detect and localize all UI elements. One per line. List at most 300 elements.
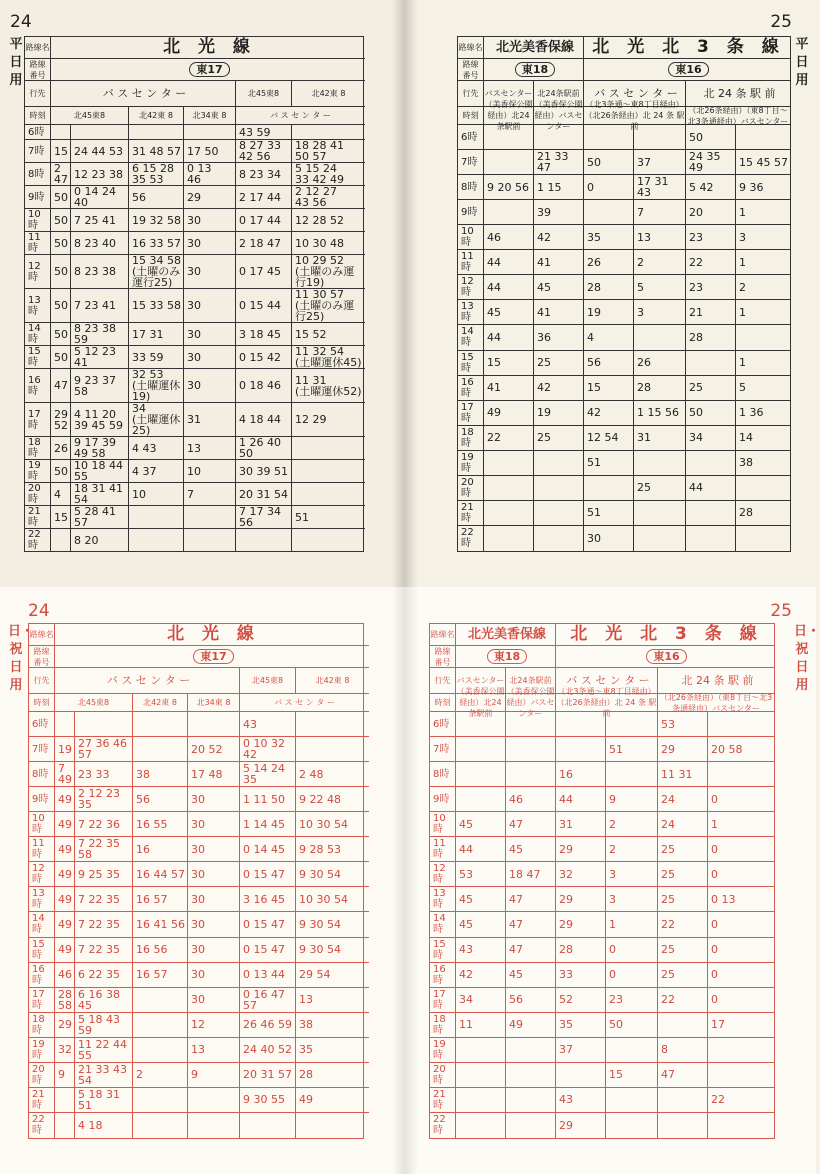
minutes-cell: 49 — [55, 837, 75, 862]
minutes-cell — [606, 1088, 658, 1113]
destination-kita24-a: 北24条駅前 — [506, 668, 556, 694]
minutes-cell: 20 31 57 — [240, 1063, 296, 1088]
minutes-cell: 2 47 — [51, 163, 71, 186]
minutes-cell: 37 — [634, 150, 686, 175]
minutes-cell: 32 — [55, 1038, 75, 1063]
route-name-label: 路線名 — [430, 624, 456, 646]
minutes-cell: 4 11 20 39 45 59 — [71, 403, 129, 437]
minutes-cell: 29 — [184, 186, 236, 209]
minutes-cell: 8 20 — [71, 529, 129, 551]
minutes-cell: 28 — [634, 376, 686, 401]
destination-bus-center-a: バスセンター — [484, 81, 534, 107]
minutes-cell — [484, 526, 534, 551]
minutes-cell: 4 18 — [75, 1113, 133, 1138]
minutes-cell: 50 — [686, 401, 736, 426]
minutes-cell: 39 — [534, 200, 584, 225]
via-b1: （北3条通～東8丁目経由）（北26条経由）北 24 条 駅 前 — [584, 100, 685, 131]
minutes-cell: 9 17 39 49 58 — [71, 437, 129, 460]
minutes-cell: 22 — [658, 988, 708, 1013]
hour-cell: 7時 — [29, 737, 55, 762]
minutes-cell: 29 — [658, 737, 708, 762]
destination-kita42: 北42東 8 — [292, 81, 365, 107]
minutes-cell: 51 — [292, 506, 365, 529]
minutes-cell: 0 — [606, 938, 658, 963]
minutes-cell: 20 58 — [708, 737, 774, 762]
hour-cell: 22時 — [458, 526, 484, 551]
minutes-cell: 7 22 35 — [75, 938, 133, 963]
book-gutter — [392, 0, 418, 587]
minutes-cell: 9 — [55, 1063, 75, 1088]
minutes-cell: 31 — [184, 403, 236, 437]
minutes-cell — [188, 712, 240, 737]
minutes-cell: 9 30 54 — [296, 938, 369, 963]
minutes-cell: 23 — [606, 988, 658, 1013]
time-label: 時刻 — [25, 107, 51, 125]
minutes-cell: 8 23 38 — [71, 255, 129, 289]
hour-cell: 21時 — [25, 506, 51, 529]
minutes-cell: 47 — [51, 369, 71, 403]
minutes-cell: 49 — [55, 812, 75, 837]
minutes-cell — [240, 1113, 296, 1138]
minutes-cell: 53 — [456, 862, 506, 887]
minutes-cell — [506, 1063, 556, 1088]
route-badge: 東17 — [189, 62, 229, 77]
minutes-cell: 50 — [51, 255, 71, 289]
minutes-cell — [456, 1113, 506, 1138]
minutes-cell: 1 — [736, 351, 790, 376]
minutes-cell — [584, 125, 634, 150]
via-kita42: 北42東 8 — [133, 694, 188, 712]
minutes-cell: 10 29 52 (土曜のみ運行19) — [292, 255, 365, 289]
minutes-cell — [634, 451, 686, 476]
hour-cell: 20時 — [458, 476, 484, 501]
minutes-cell: 21 33 47 — [534, 150, 584, 175]
minutes-cell: 43 59 — [236, 125, 292, 140]
hour-cell: 19時 — [25, 460, 51, 483]
minutes-cell: 38 — [133, 762, 188, 787]
minutes-cell: 30 — [188, 787, 240, 812]
minutes-cell — [184, 125, 236, 140]
minutes-cell: 12 54 — [584, 426, 634, 451]
minutes-cell: 44 — [456, 837, 506, 862]
minutes-cell — [133, 1113, 188, 1138]
minutes-cell: 5 14 24 35 — [240, 762, 296, 787]
weekday-label: 平日用 — [795, 37, 809, 88]
minutes-cell: 42 — [584, 401, 634, 426]
minutes-cell: 30 — [184, 232, 236, 255]
route-number-b — [584, 59, 790, 81]
destination-kita24-b: 北 24 条 駅 前 — [686, 81, 790, 107]
minutes-cell: 51 — [584, 451, 634, 476]
destination-kita45: 北45東8 — [240, 668, 296, 694]
hour-cell: 14時 — [430, 912, 456, 937]
minutes-cell: 15 — [584, 376, 634, 401]
minutes-cell: 17 48 — [188, 762, 240, 787]
minutes-cell — [708, 712, 774, 737]
minutes-cell: 12 29 — [292, 403, 365, 437]
via-a1: （美香保公園経由）北24条駅前 — [484, 100, 533, 131]
hour-cell: 10時 — [430, 812, 456, 837]
minutes-cell: 0 10 32 42 — [240, 737, 296, 762]
minutes-cell: 0 — [708, 862, 774, 887]
minutes-cell: 5 12 23 41 — [71, 346, 129, 369]
minutes-cell — [484, 125, 534, 150]
minutes-cell: 30 — [184, 289, 236, 323]
page-25-weekday — [405, 0, 816, 587]
minutes-cell: 26 — [634, 351, 686, 376]
minutes-cell — [133, 712, 188, 737]
minutes-cell — [686, 526, 736, 551]
hour-cell: 13時 — [29, 887, 55, 912]
hour-cell: 19時 — [430, 1038, 456, 1063]
hour-cell: 10時 — [458, 225, 484, 250]
minutes-cell: 0 14 24 40 — [71, 186, 129, 209]
minutes-cell: 10 — [129, 483, 184, 506]
minutes-cell: 15 — [606, 1063, 658, 1088]
minutes-cell: 11 30 57 (土曜のみ運行25) — [292, 289, 365, 323]
minutes-cell: 28 — [584, 275, 634, 300]
minutes-cell: 49 — [55, 912, 75, 937]
minutes-cell: 4 37 — [129, 460, 184, 483]
route-number-label: 路線 番号 — [29, 646, 55, 668]
minutes-cell: 29 — [55, 1013, 75, 1038]
minutes-cell: 53 — [658, 712, 708, 737]
minutes-cell — [296, 712, 369, 737]
minutes-cell: 25 — [534, 426, 584, 451]
route-number-label: 路線 番号 — [25, 59, 51, 81]
route-name: 北 光 線 — [55, 624, 369, 646]
minutes-cell: 5 18 43 59 — [75, 1013, 133, 1038]
minutes-cell: 8 23 40 — [71, 232, 129, 255]
via-b2: （北26条経由）（東8丁目～北3条通経由）バスセンター — [687, 105, 789, 126]
route-badge: 東17 — [193, 649, 233, 664]
minutes-cell: 34 (土曜運休25) — [129, 403, 184, 437]
minutes-cell — [133, 1088, 188, 1113]
minutes-cell: 8 23 38 59 — [71, 323, 129, 346]
minutes-cell — [188, 1113, 240, 1138]
minutes-cell: 56 — [133, 787, 188, 812]
route-number-label: 路線 番号 — [458, 59, 484, 81]
hour-cell: 12時 — [25, 255, 51, 289]
hour-cell: 15時 — [458, 351, 484, 376]
minutes-cell: 4 — [51, 483, 71, 506]
via-a2: （美香保公園経由）バスセンター — [506, 687, 555, 718]
minutes-cell: 1 15 — [534, 175, 584, 200]
minutes-cell: 22 — [686, 250, 736, 275]
minutes-cell: 3 — [736, 225, 790, 250]
route-name-a: 北光美香保線 — [484, 37, 584, 59]
minutes-cell — [51, 125, 71, 140]
hour-cell: 7時 — [430, 737, 456, 762]
minutes-cell: 49 — [55, 887, 75, 912]
minutes-cell: 24 — [658, 787, 708, 812]
holiday-spread — [0, 587, 820, 1174]
minutes-cell: 15 — [484, 351, 534, 376]
minutes-cell: 0 — [708, 787, 774, 812]
hour-cell: 9時 — [458, 200, 484, 225]
minutes-cell — [534, 526, 584, 551]
hour-cell: 22時 — [430, 1113, 456, 1138]
minutes-cell: 10 30 48 — [292, 232, 365, 255]
hour-cell: 6時 — [29, 712, 55, 737]
minutes-cell: 16 55 — [133, 812, 188, 837]
minutes-cell: 28 — [556, 938, 606, 963]
minutes-cell: 30 — [188, 837, 240, 862]
minutes-cell: 30 — [188, 963, 240, 988]
minutes-cell — [736, 325, 790, 350]
minutes-cell: 7 — [634, 200, 686, 225]
minutes-cell — [184, 506, 236, 529]
minutes-cell: 24 40 52 — [240, 1038, 296, 1063]
minutes-cell: 49 — [296, 1088, 369, 1113]
hour-cell: 19時 — [29, 1038, 55, 1063]
minutes-cell: 20 — [686, 200, 736, 225]
minutes-cell: 7 22 35 — [75, 912, 133, 937]
holiday-label: 日・祝日用 — [8, 624, 35, 693]
hour-cell: 16時 — [430, 963, 456, 988]
minutes-cell — [456, 737, 506, 762]
minutes-cell: 1 — [736, 300, 790, 325]
hour-cell: 14時 — [458, 325, 484, 350]
hour-cell: 13時 — [25, 289, 51, 323]
hour-cell: 16時 — [458, 376, 484, 401]
minutes-cell: 47 — [506, 912, 556, 937]
minutes-cell — [686, 501, 736, 526]
minutes-cell: 43 — [456, 938, 506, 963]
route-name-a: 北光美香保線 — [456, 624, 556, 646]
minutes-cell: 56 — [129, 186, 184, 209]
minutes-cell: 28 58 — [55, 988, 75, 1013]
minutes-cell: 24 35 49 — [686, 150, 736, 175]
minutes-cell: 26 46 59 — [240, 1013, 296, 1038]
minutes-cell: 35 — [584, 225, 634, 250]
minutes-cell: 42 — [534, 225, 584, 250]
destination-kita42: 北42東 8 — [296, 668, 369, 694]
minutes-cell — [133, 988, 188, 1013]
minutes-cell — [658, 1013, 708, 1038]
via-kita34: 北34東 8 — [184, 107, 236, 125]
minutes-cell — [456, 762, 506, 787]
minutes-cell: 22 — [708, 1088, 774, 1113]
minutes-cell: 47 — [506, 938, 556, 963]
minutes-cell: 17 31 — [129, 323, 184, 346]
minutes-cell: 42 — [534, 376, 584, 401]
minutes-cell: 32 53 (土曜運休19) — [129, 369, 184, 403]
minutes-cell: 3 — [606, 887, 658, 912]
minutes-cell: 7 17 34 56 — [236, 506, 292, 529]
hour-cell: 8時 — [458, 175, 484, 200]
minutes-cell: 50 — [51, 186, 71, 209]
hour-cell: 12時 — [430, 862, 456, 887]
hour-cell: 21時 — [29, 1088, 55, 1113]
route-badge: 東16 — [646, 649, 686, 664]
minutes-cell — [296, 737, 369, 762]
minutes-cell: 35 — [556, 1013, 606, 1038]
minutes-cell: 30 — [188, 938, 240, 963]
minutes-cell: 18 28 41 50 57 — [292, 140, 365, 163]
via-kita45: 北45東8 — [51, 107, 129, 125]
minutes-cell: 3 16 45 — [240, 887, 296, 912]
route-number-a — [484, 59, 584, 81]
minutes-cell: 31 — [556, 812, 606, 837]
minutes-cell — [456, 712, 506, 737]
hour-cell: 18時 — [430, 1013, 456, 1038]
minutes-cell: 15 33 58 — [129, 289, 184, 323]
minutes-cell: 0 15 44 — [236, 289, 292, 323]
hour-cell: 11時 — [458, 250, 484, 275]
minutes-cell — [55, 1088, 75, 1113]
via-kita34: 北34東 8 — [188, 694, 240, 712]
route-name-label: 路線名 — [25, 37, 51, 59]
minutes-cell: 21 — [686, 300, 736, 325]
minutes-cell: 19 32 58 — [129, 209, 184, 232]
minutes-cell: 23 — [686, 275, 736, 300]
weekday-spread — [0, 0, 816, 587]
minutes-cell: 9 25 35 — [75, 862, 133, 887]
minutes-cell: 2 12 23 35 — [75, 787, 133, 812]
page-number: 25 — [770, 601, 792, 621]
minutes-cell: 22 — [658, 912, 708, 937]
hour-cell: 9時 — [25, 186, 51, 209]
minutes-cell: 45 — [484, 300, 534, 325]
minutes-cell: 1 14 45 — [240, 812, 296, 837]
minutes-cell: 0 14 45 — [240, 837, 296, 862]
minutes-cell: 9 28 53 — [296, 837, 369, 862]
minutes-cell — [456, 1088, 506, 1113]
minutes-cell: 25 — [658, 862, 708, 887]
minutes-cell: 0 15 47 — [240, 912, 296, 937]
hour-cell: 6時 — [458, 125, 484, 150]
minutes-cell — [292, 125, 365, 140]
minutes-cell — [184, 529, 236, 551]
minutes-cell: 8 23 34 — [236, 163, 292, 186]
minutes-cell: 2 — [606, 812, 658, 837]
minutes-cell: 16 57 — [133, 887, 188, 912]
minutes-cell: 28 — [686, 325, 736, 350]
minutes-cell: 49 — [506, 1013, 556, 1038]
minutes-cell: 0 13 44 — [240, 963, 296, 988]
route-number-a — [456, 646, 556, 668]
minutes-cell — [606, 1038, 658, 1063]
minutes-cell: 12 23 38 — [71, 163, 129, 186]
via-b1: （北3条通～東8丁目経由）（北26条経由）北 24 条 駅 前 — [556, 687, 657, 718]
book-gutter — [392, 587, 418, 1174]
minutes-cell: 13 — [634, 225, 686, 250]
minutes-cell: 27 36 46 57 — [75, 737, 133, 762]
minutes-cell: 7 22 35 58 — [75, 837, 133, 862]
minutes-cell: 29 — [556, 912, 606, 937]
minutes-cell — [456, 1063, 506, 1088]
hour-cell: 16時 — [29, 963, 55, 988]
minutes-cell: 33 — [556, 963, 606, 988]
destination-kita45: 北45東8 — [236, 81, 292, 107]
minutes-cell: 18 47 — [506, 862, 556, 887]
minutes-cell: 30 — [584, 526, 634, 551]
route-number — [55, 646, 369, 668]
hour-cell: 9時 — [430, 787, 456, 812]
minutes-cell: 1 15 56 — [634, 401, 686, 426]
page-25-holiday — [405, 587, 820, 1174]
minutes-cell: 26 — [584, 250, 634, 275]
destination-label: 行先 — [458, 81, 484, 107]
minutes-cell: 9 — [606, 787, 658, 812]
minutes-cell — [133, 1013, 188, 1038]
minutes-cell: 16 57 — [133, 963, 188, 988]
minutes-cell — [484, 476, 534, 501]
route-number-b — [556, 646, 774, 668]
minutes-cell — [292, 483, 365, 506]
minutes-cell: 6 16 38 45 — [75, 988, 133, 1013]
minutes-cell: 8 — [658, 1038, 708, 1063]
minutes-cell: 10 18 44 55 — [71, 460, 129, 483]
minutes-cell: 12 28 52 — [292, 209, 365, 232]
minutes-cell: 30 — [184, 369, 236, 403]
minutes-cell: 51 — [584, 501, 634, 526]
minutes-cell: 25 — [634, 476, 686, 501]
minutes-cell: 6 15 28 35 53 — [129, 163, 184, 186]
minutes-cell: 5 — [634, 275, 686, 300]
minutes-cell: 7 22 35 — [75, 887, 133, 912]
minutes-cell: 26 — [51, 437, 71, 460]
minutes-cell: 35 — [296, 1038, 369, 1063]
time-label: 時刻 — [458, 107, 484, 125]
hour-cell: 15時 — [25, 346, 51, 369]
route-name: 北 光 線 — [51, 37, 365, 59]
minutes-cell: 30 39 51 — [236, 460, 292, 483]
minutes-cell — [236, 529, 292, 551]
minutes-cell: 38 — [736, 451, 790, 476]
minutes-cell — [292, 437, 365, 460]
route-number — [51, 59, 365, 81]
minutes-cell: 49 — [484, 401, 534, 426]
destination-kita24-b: 北 24 条 駅 前 — [658, 668, 774, 694]
minutes-cell: 29 52 — [51, 403, 71, 437]
minutes-cell: 29 54 — [296, 963, 369, 988]
minutes-cell — [484, 200, 534, 225]
timetable-right-holiday — [429, 623, 775, 1139]
minutes-cell: 29 — [556, 887, 606, 912]
minutes-cell — [292, 529, 365, 551]
via-a2: （美香保公園経由）バスセンター — [534, 100, 583, 131]
minutes-cell: 2 — [736, 275, 790, 300]
minutes-cell — [606, 762, 658, 787]
minutes-cell — [506, 712, 556, 737]
minutes-cell: 47 — [506, 887, 556, 912]
minutes-cell: 0 15 42 — [236, 346, 292, 369]
destination-label: 行先 — [430, 668, 456, 694]
minutes-cell: 1 — [736, 200, 790, 225]
minutes-cell — [606, 712, 658, 737]
minutes-cell — [534, 476, 584, 501]
minutes-cell — [506, 1038, 556, 1063]
minutes-cell: 7 49 — [55, 762, 75, 787]
minutes-cell: 25 — [658, 938, 708, 963]
minutes-cell — [129, 529, 184, 551]
via-kita45: 北45東8 — [55, 694, 133, 712]
minutes-cell: 19 — [55, 737, 75, 762]
destination-label: 行先 — [29, 668, 55, 694]
minutes-cell: 7 25 41 — [71, 209, 129, 232]
minutes-cell — [292, 460, 365, 483]
minutes-cell: 25 — [658, 887, 708, 912]
minutes-cell: 16 33 57 — [129, 232, 184, 255]
minutes-cell: 7 — [184, 483, 236, 506]
hour-cell: 22時 — [29, 1113, 55, 1138]
hour-cell: 7時 — [25, 140, 51, 163]
minutes-cell: 41 — [534, 250, 584, 275]
hour-cell: 14時 — [29, 912, 55, 937]
hour-cell: 8時 — [430, 762, 456, 787]
